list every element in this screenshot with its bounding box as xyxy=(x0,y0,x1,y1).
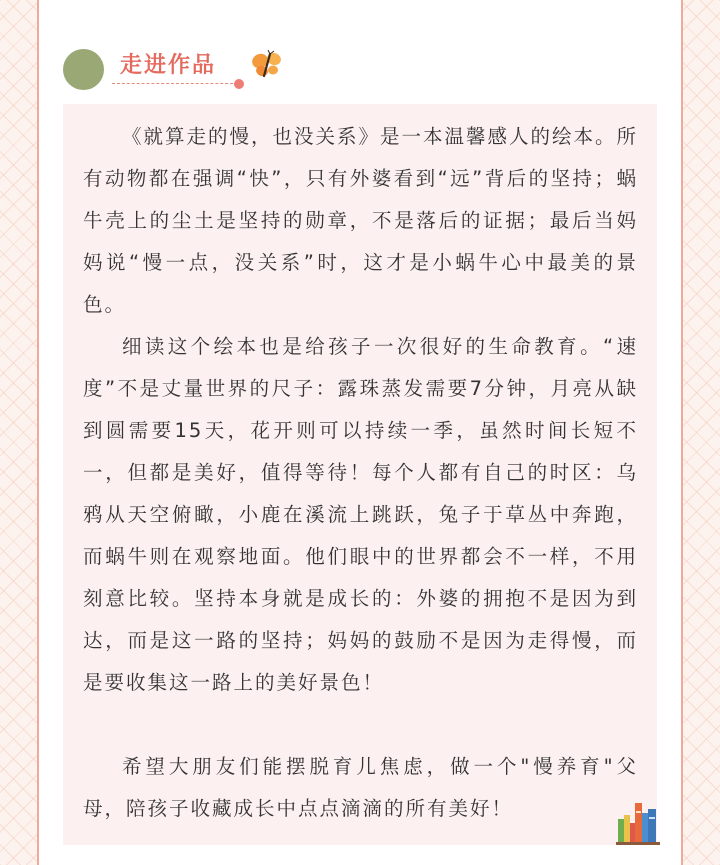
section-title: 走进作品 xyxy=(120,53,217,78)
header-dot xyxy=(63,49,104,90)
section-header xyxy=(62,46,362,96)
books-icon xyxy=(616,801,660,845)
paragraph-1: 《就算走的慢，也没关系》是一本温馨感人的绘本。所有动物都在强调“快”，只有外婆看到“远”背后的坚持；蜗牛壳上的尘土是坚持的勋章，不是落后的证据；最后当妈妈说“慢一点，没关系”时，这才是小蜗牛心中最美的景色。 xyxy=(83,125,639,316)
article-content xyxy=(63,104,657,845)
paragraph-2: 细读这个绘本也是给孩子一次很好的生命教育。“速度”不是丈量世界的尺子：露珠蒸发需要7分钟，月亮从缺到圆需要15天，花开则可以持续一季，虽然时间长短不一，但都是美好，值得等待！每个人都有自己的时区：乌鸦从天空俯瞰，小鹿在溪流上跳跃，兔子于草丛中奔跑，而蜗牛则在观察地面。他们眼中的世界都会不一样，不用刻意比较。坚持本身就是成长的：外婆的拥抱不是因为到达，而是这一路的坚持；妈妈的鼓励不是因为走得慢，而是要收集这一路上的美好景色！ xyxy=(83,335,638,694)
paragraph-3: 希望大朋友们能摆脱育儿焦虑，做一个"慢养育"父母，陪孩子收藏成长中点点滴滴的所有美好！ xyxy=(83,755,638,820)
underline-dot xyxy=(234,79,244,89)
butterfly-icon xyxy=(250,50,284,80)
title-underline xyxy=(112,83,238,84)
